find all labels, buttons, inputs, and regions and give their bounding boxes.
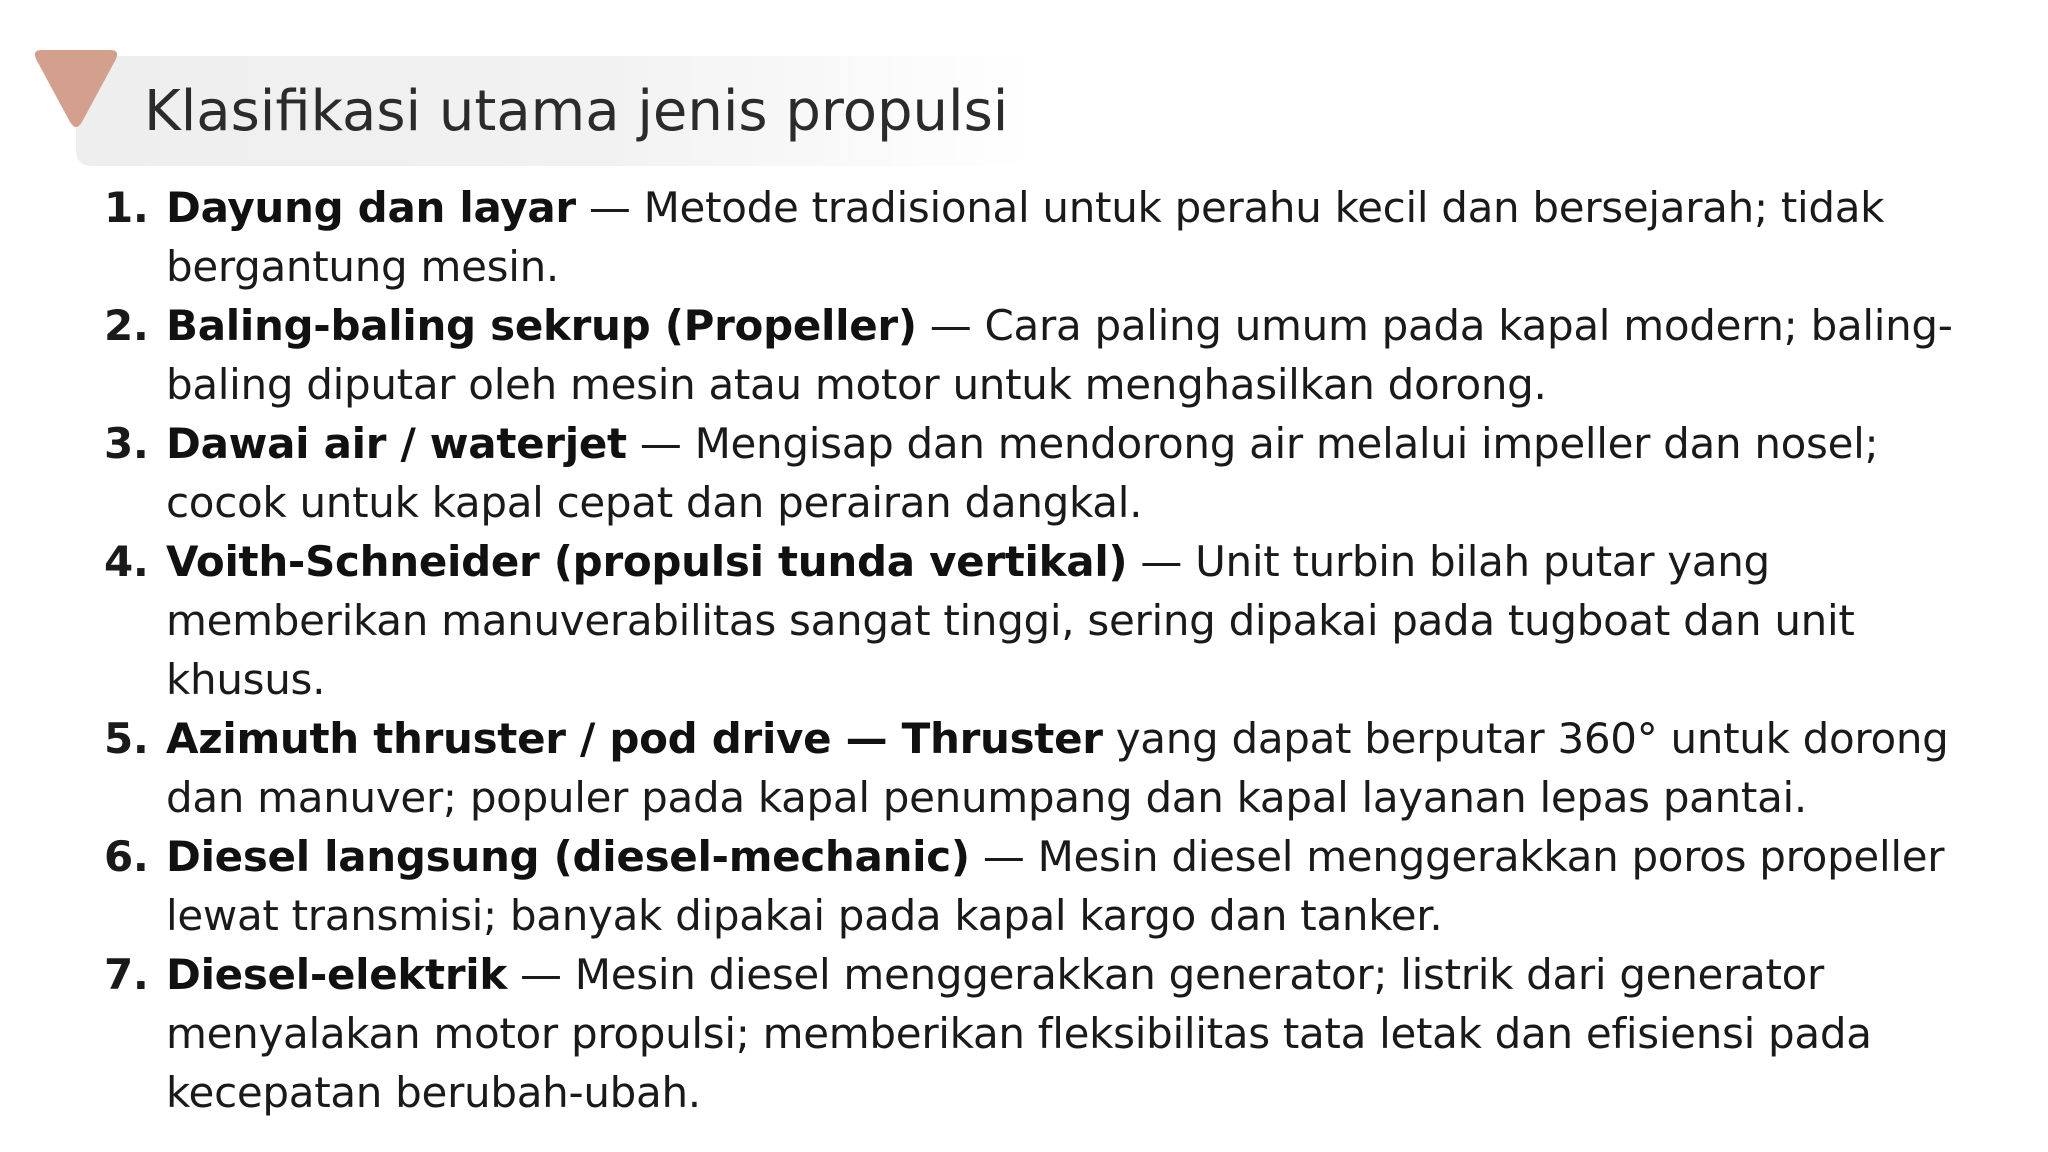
list-item-term: Azimuth thruster / pod drive — Thruster xyxy=(166,714,1103,763)
list-item xyxy=(104,414,1984,532)
list-item-term: Dayung dan layar xyxy=(166,183,576,232)
list-item-text xyxy=(166,532,1984,709)
list-item-description: yang dapat berputar 360° untuk dorong dan manuver; populer pada kapal penumpang dan kapal layanan lepas pantai. xyxy=(166,714,1949,822)
list-item-text xyxy=(166,414,1984,532)
list-item-term: Voith-Schneider (propulsi tunda vertikal) xyxy=(166,537,1128,586)
list-item-description: — Cara paling umum pada kapal modern; baling-baling diputar oleh mesin atau motor untuk menghasilkan dorong. xyxy=(166,301,1953,409)
list-item-description: — Mesin diesel menggerakkan poros propeller lewat transmisi; banyak dipakai pada kapal kargo dan tanker. xyxy=(166,832,1945,940)
list-item-text xyxy=(166,178,1984,296)
list-item xyxy=(104,709,1984,827)
slide-title: Klasifikasi utama jenis propulsi xyxy=(144,79,1009,144)
list-item-text xyxy=(166,709,1984,827)
list-item xyxy=(104,532,1984,709)
triangle-marker-icon xyxy=(30,46,122,130)
list-item-description: — Mesin diesel menggerakkan generator; listrik dari generator menyalakan motor propulsi; memberikan fleksibilitas tata letak dan efisiensi pada kecepatan berubah-ubah. xyxy=(166,950,1872,1117)
list-item-text xyxy=(166,945,1984,1122)
list-item-term: Diesel langsung (diesel-mechanic) xyxy=(166,832,970,881)
list-item-text xyxy=(166,296,1984,414)
list-item xyxy=(104,945,1984,1122)
propulsion-list xyxy=(104,178,1984,1122)
list-item-description: — Metode tradisional untuk perahu kecil dan bersejarah; tidak bergantung mesin. xyxy=(166,183,1885,291)
slide-content xyxy=(104,178,1984,1152)
list-item-number: 6. xyxy=(104,832,149,881)
list-item-term: Diesel-elektrik xyxy=(166,950,507,999)
list-item-number: 4. xyxy=(104,537,149,586)
list-item-term: Baling-baling sekrup (Propeller) xyxy=(166,301,917,350)
list-item xyxy=(104,178,1984,296)
list-item-text xyxy=(166,827,1984,945)
list-item-term: Dawai air / waterjet xyxy=(166,419,627,468)
list-item xyxy=(104,296,1984,414)
list-item-description: — Unit turbin bilah putar yang memberikan manuverabilitas sangat tinggi, sering dipakai pada tugboat dan unit khusus. xyxy=(166,537,1855,704)
list-item-number: 7. xyxy=(104,950,149,999)
list-item-number: 2. xyxy=(104,301,149,350)
list-item-number: 3. xyxy=(104,419,149,468)
list-item-number: 1. xyxy=(104,183,149,232)
list-item xyxy=(104,827,1984,945)
list-item-number: 5. xyxy=(104,714,149,763)
list-item-description: — Mengisap dan mendorong air melalui impeller dan nosel; cocok untuk kapal cepat dan perairan dangkal. xyxy=(166,419,1879,527)
